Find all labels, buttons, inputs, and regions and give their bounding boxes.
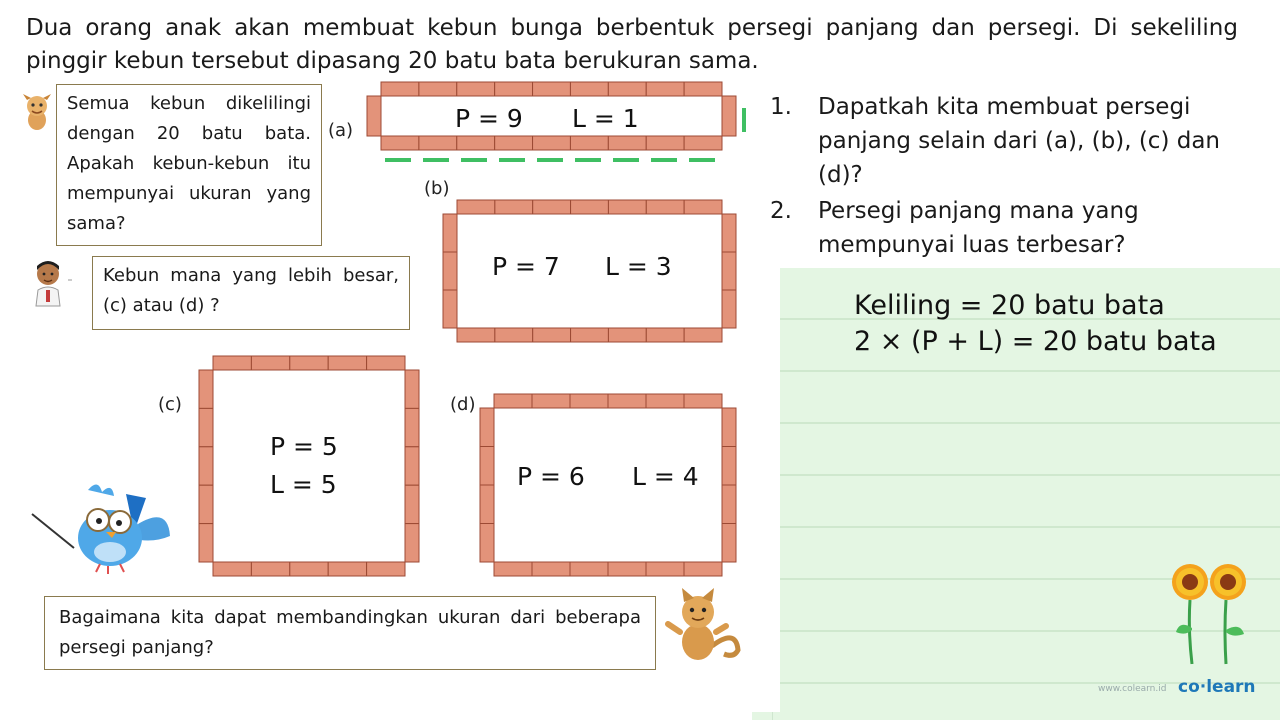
garden-d-length: P = 6 [517, 462, 585, 491]
brick [480, 447, 494, 486]
brick [495, 200, 533, 214]
brick [722, 447, 736, 486]
brick [405, 408, 419, 446]
brick [419, 136, 457, 150]
brick [722, 252, 736, 290]
brick [251, 356, 289, 370]
brick [684, 394, 722, 408]
brick [646, 562, 684, 576]
brick [480, 524, 494, 563]
callout-compare: Bagaimana kita dapat membandingkan ukuran dari beberapa persegi panjang? [44, 596, 656, 670]
brick [571, 328, 609, 342]
question-2-number: 2. [770, 198, 792, 224]
garden-c-width: L = 5 [270, 470, 337, 499]
brand-logo: co·learn [1178, 677, 1256, 697]
brick [457, 136, 495, 150]
bird-icon [28, 476, 178, 576]
brick [722, 485, 736, 524]
brick [381, 82, 419, 96]
brick [533, 200, 571, 214]
brick [367, 562, 405, 576]
sunflower-icon [1166, 560, 1256, 666]
brick [722, 96, 736, 136]
cat-icon [664, 588, 744, 664]
brick [494, 394, 532, 408]
brick [684, 328, 722, 342]
brick [251, 562, 289, 576]
brick [199, 485, 213, 523]
brick [684, 82, 722, 96]
brick [532, 394, 570, 408]
brick [608, 328, 646, 342]
brick [443, 252, 457, 290]
brick [608, 82, 646, 96]
brick [646, 136, 684, 150]
garden-d-width: L = 4 [632, 462, 699, 491]
brick [495, 82, 533, 96]
brick [199, 524, 213, 562]
garden-a-frame [367, 82, 736, 150]
brick [457, 82, 495, 96]
brick [443, 214, 457, 252]
brick [646, 82, 684, 96]
question-2-text: Persegi panjang mana yang mempunyai luas terbesar? [818, 198, 1139, 258]
brick [419, 82, 457, 96]
brick [495, 136, 533, 150]
brick [646, 328, 684, 342]
brick [570, 136, 608, 150]
garden-d-label: (d) [450, 394, 476, 415]
brick [381, 136, 419, 150]
brick [571, 200, 609, 214]
brick [443, 290, 457, 328]
brick [213, 562, 251, 576]
brick [722, 524, 736, 563]
brick [608, 136, 646, 150]
brick [722, 214, 736, 252]
brick [684, 562, 722, 576]
brick [367, 356, 405, 370]
brick [684, 200, 722, 214]
brick [722, 290, 736, 328]
intro-text: Dua orang anak akan membuat kebun bunga berbentuk persegi panjang dan persegi. Di sekeliling pinggir kebun tersebut dipasang 20 batu bata berukuran sama. [26, 15, 1238, 74]
callout-same-size: Semua kebun dikelilingi dengan 20 batu bata. Apakah kebun-kebun itu mempunyai ukuran yang sama? [56, 84, 322, 246]
brick [570, 82, 608, 96]
brick [533, 82, 571, 96]
question-1-text: Dapatkah kita membuat persegi panjang selain dari (a), (b), (c) dan (d)? [818, 94, 1220, 188]
brick [457, 200, 495, 214]
brick [608, 200, 646, 214]
brick [722, 408, 736, 447]
question-2 [770, 194, 1240, 266]
brick [533, 136, 571, 150]
note-formula: 2 × (P + L) = 20 batu bata [854, 326, 1217, 357]
brick [480, 408, 494, 447]
brick [405, 524, 419, 562]
dog-icon [20, 92, 54, 132]
callout-bigger: Kebun mana yang lebih besar, (c) atau (d) ? [92, 256, 410, 330]
garden-a-marker [742, 108, 748, 134]
brick [570, 562, 608, 576]
brick [199, 447, 213, 485]
garden-b-length: P = 7 [492, 252, 560, 281]
brick [199, 408, 213, 446]
brick [480, 485, 494, 524]
brick [608, 394, 646, 408]
garden-a-length: P = 9 [455, 104, 523, 133]
brick [405, 485, 419, 523]
question-1 [770, 90, 1240, 200]
brick [646, 394, 684, 408]
brick [213, 356, 251, 370]
garden-a-width: L = 1 [572, 104, 639, 133]
question-1-number: 1. [770, 94, 792, 120]
garden-c-label: (c) [158, 394, 182, 415]
brick [328, 562, 366, 576]
brick [328, 356, 366, 370]
brick [646, 200, 684, 214]
brick [608, 562, 646, 576]
brick [570, 394, 608, 408]
brick [367, 96, 381, 136]
brick [684, 136, 722, 150]
watermark-url: www.colearn.id [1098, 684, 1167, 694]
brick [533, 328, 571, 342]
boy-icon [26, 256, 74, 306]
note-perimeter: Keliling = 20 batu bata [854, 290, 1165, 321]
brick [494, 562, 532, 576]
garden-c-frame [199, 356, 419, 576]
brick [199, 370, 213, 408]
garden-b-frame [443, 200, 736, 342]
garden-c-length: P = 5 [270, 432, 338, 461]
garden-a-dashed-line [385, 156, 720, 164]
garden-b-width: L = 3 [605, 252, 672, 281]
brick [405, 370, 419, 408]
brick [405, 447, 419, 485]
brick [495, 328, 533, 342]
brick [457, 328, 495, 342]
brick [290, 356, 328, 370]
brick [532, 562, 570, 576]
garden-b-label: (b) [424, 178, 450, 199]
garden-a-label: (a) [328, 120, 354, 141]
brick [290, 562, 328, 576]
